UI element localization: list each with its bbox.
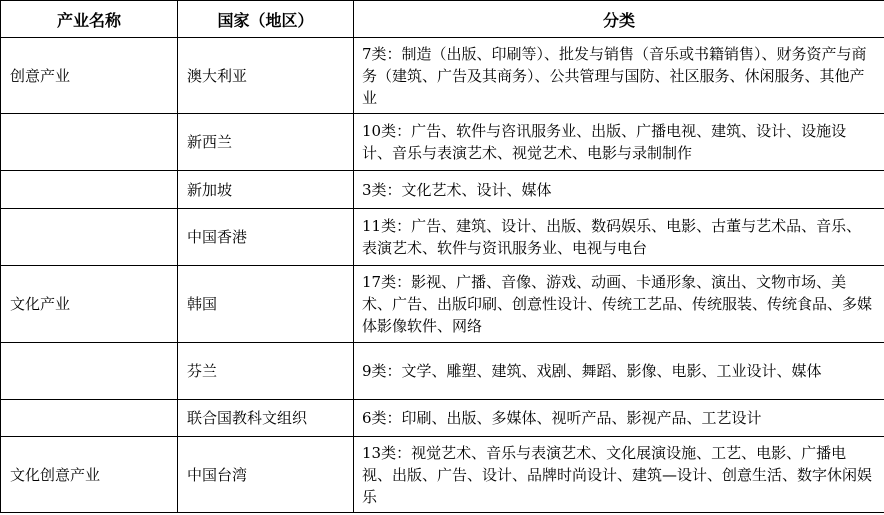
category-cell xyxy=(354,400,884,437)
category-count: 7 xyxy=(362,44,372,63)
category-cell xyxy=(354,266,884,343)
region-cell: 中国台湾 xyxy=(178,437,354,513)
industry-cell xyxy=(1,400,178,437)
category-cell xyxy=(354,171,884,209)
table-row xyxy=(1,266,884,343)
category-count: 9 xyxy=(362,362,372,380)
region-cell: 澳大利亚 xyxy=(178,38,354,114)
table-row xyxy=(1,38,884,114)
table-row xyxy=(1,171,884,209)
category-count: 10 xyxy=(362,122,382,140)
header-region: 国家（地区） xyxy=(178,1,354,38)
category-count: 17 xyxy=(362,273,382,291)
category-count: 13 xyxy=(362,443,382,462)
region-cell: 芬兰 xyxy=(178,343,354,400)
region-cell: 中国香港 xyxy=(178,209,354,266)
region-cell: 新西兰 xyxy=(178,114,354,171)
category-list: 类：影视、广播、音像、游戏、动画、卡通形象、演出、文物市场、美术、广告、出版印刷、创意性设计、传统工艺品、传统服装、传统食品、多媒体影像软件、网络 xyxy=(362,273,873,335)
region-cell: 韩国 xyxy=(178,266,354,343)
industry-cell xyxy=(1,171,178,209)
category-cell xyxy=(354,209,884,266)
category-cell xyxy=(354,38,884,114)
region-cell: 新加坡 xyxy=(178,171,354,209)
category-list: 类：印刷、出版、多媒体、视听产品、影视产品、工艺设计 xyxy=(371,409,762,427)
industry-cell xyxy=(1,343,178,400)
category-cell xyxy=(354,114,884,171)
industry-cell: 文化创意产业 xyxy=(1,437,178,513)
category-count: 3 xyxy=(362,180,372,199)
industry-cell xyxy=(1,114,178,171)
category-list: 类：制造（出版、印刷等）、批发与销售（音乐或书籍销售）、财务资产与商务（建筑、广告及其商务）、公共管理与国防、社区服务、休闲服务、其他产业 xyxy=(362,44,867,107)
table-row xyxy=(1,437,884,513)
table-row xyxy=(1,400,884,437)
category-list: 类：广告、软件与咨讯服务业、出版、广播电视、建筑、设计、设施设计、音乐与表演艺术、视觉艺术、电影与录制制作 xyxy=(362,122,847,162)
industry-cell xyxy=(1,209,178,266)
industry-cell: 创意产业 xyxy=(1,38,178,114)
table-row xyxy=(1,209,884,266)
category-list: 类：文化艺术、设计、媒体 xyxy=(371,180,552,199)
table-row xyxy=(1,343,884,400)
table-header-row xyxy=(1,1,884,38)
category-cell xyxy=(354,437,884,513)
category-count: 6 xyxy=(362,409,372,427)
category-list: 类：文学、雕塑、建筑、戏剧、舞蹈、影像、电影、工业设计、媒体 xyxy=(371,362,822,380)
category-count: 11 xyxy=(362,217,382,235)
category-list: 类：广告、建筑、设计、出版、数码娱乐、电影、古董与艺术品、音乐、表演艺术、软件与资讯服务业、电视与电台 xyxy=(362,217,862,257)
category-list: 类：视觉艺术、音乐与表演艺术、文化展演设施、工艺、电影、广播电视、出版、广告、设计、品牌时尚设计、建筑—设计、创意生活、数字休闲娱乐 xyxy=(362,443,873,506)
industry-cell: 文化产业 xyxy=(1,266,178,343)
header-industry: 产业名称 xyxy=(1,1,178,38)
region-cell: 联合国教科文组织 xyxy=(178,400,354,437)
header-category: 分类 xyxy=(354,1,884,38)
table-row xyxy=(1,114,884,171)
category-cell xyxy=(354,343,884,400)
